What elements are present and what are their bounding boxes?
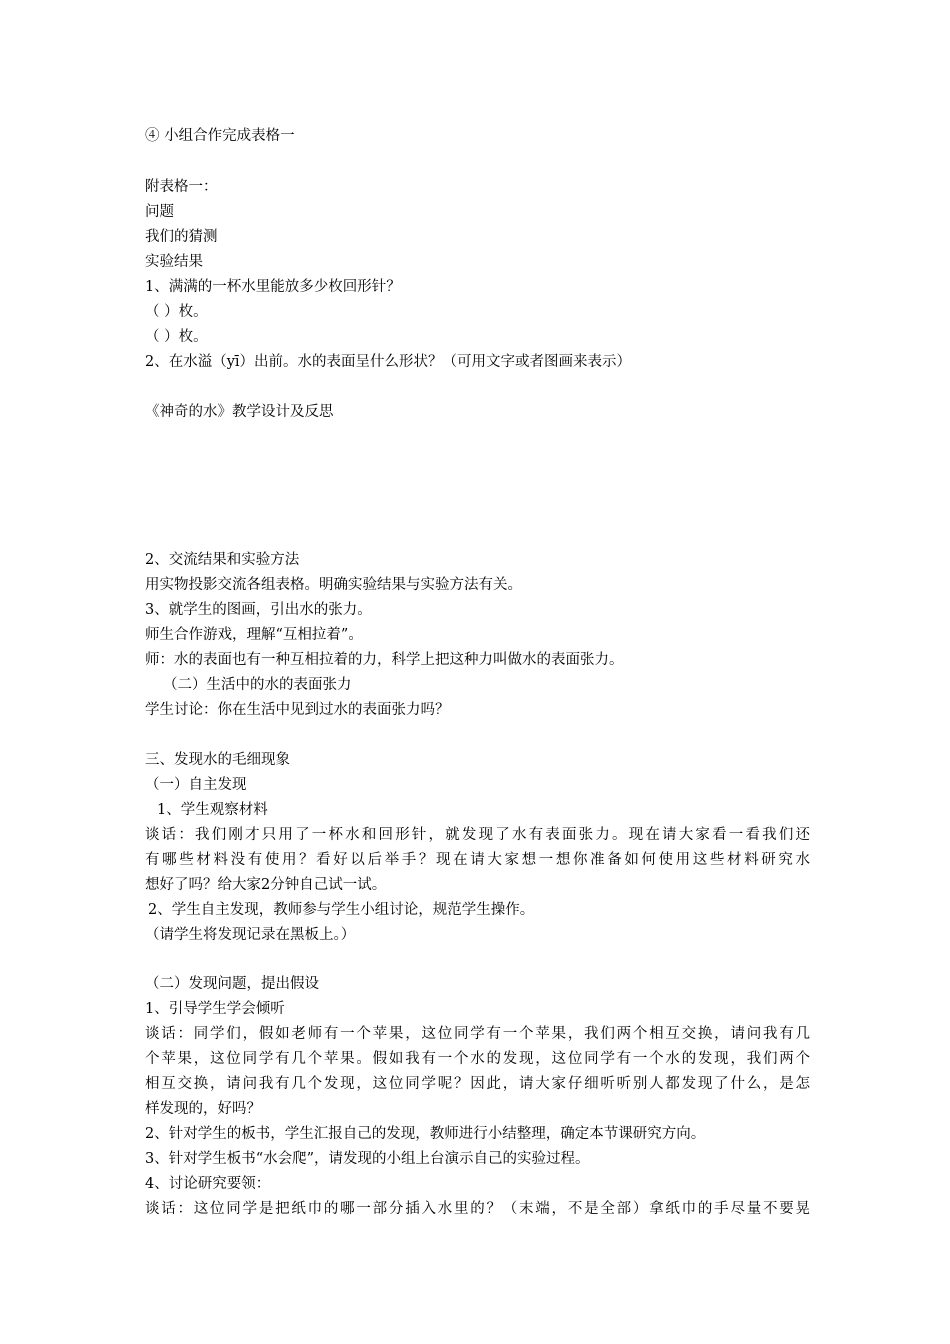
- paragraph-line: 2、学生自主发现，教师参与学生小组讨论，规范学生操作。: [148, 902, 535, 918]
- paragraph-line: 学生讨论：你在生活中见到过水的表面张力吗？: [145, 702, 450, 718]
- paragraph-line: 1、学生观察材料: [157, 802, 268, 818]
- paragraph-line: （请学生将发现记录在黑板上。）: [145, 927, 356, 943]
- table-header-question: 问题: [145, 204, 174, 220]
- paragraph-line: 用实物投影交流各组表格。明确实验结果与实验方法有关。: [145, 577, 522, 593]
- paragraph-line: 有哪些材料没有使用？看好以后举手？现在请大家想一想你准备如何使用这些材料研究水: [145, 852, 810, 868]
- section-subheading: （一）自主发现: [145, 777, 247, 793]
- document-title: 《神奇的水》教学设计及反思: [145, 404, 334, 420]
- section-subheading: （二）生活中的水的表面张力: [163, 677, 352, 693]
- section-subheading: （二）发现问题，提出假设: [145, 976, 319, 992]
- step-4-heading: ④ 小组合作完成表格一: [145, 128, 295, 144]
- paragraph-line: 相互交换，请问我有几个发现，这位同学呢？因此，请大家仔细听听别人都发现了什么，是怎: [145, 1076, 810, 1092]
- paragraph-line: 谈话：这位同学是把纸巾的哪一部分插入水里的？（末端，不是全部）拿纸巾的手尽量不要晃: [145, 1201, 810, 1217]
- paragraph-line: 4、讨论研究要领：: [145, 1176, 271, 1192]
- paragraph-line: 样发现的，好吗？: [145, 1101, 261, 1117]
- paragraph-line: 想好了吗？给大家2分钟自己试一试。: [145, 877, 387, 893]
- paragraph-line: 3、针对学生板书“水会爬”，请发现的小组上台演示自己的实验过程。: [145, 1151, 590, 1167]
- table-blank-result: （ ）枚。: [145, 329, 208, 345]
- section-heading: 三、发现水的毛细现象: [145, 752, 290, 768]
- table-header-guess: 我们的猜测: [145, 229, 218, 245]
- appendix-table-label: 附表格一：: [145, 179, 218, 195]
- paragraph-line: 3、就学生的图画，引出水的张力。: [145, 602, 372, 618]
- paragraph-line: 1、引导学生学会倾听: [145, 1001, 285, 1017]
- paragraph-line: 师生合作游戏，理解“互相拉着”。: [145, 627, 363, 643]
- paragraph-line: 2、针对学生的板书，学生汇报自己的发现，教师进行小结整理，确定本节课研究方向。: [145, 1126, 706, 1142]
- paragraph-line: 谈话：同学们，假如老师有一个苹果，这位同学有一个苹果，我们两个相互交换，请问我有几: [145, 1026, 810, 1042]
- paragraph-line: 谈话：我们刚才只用了一杯水和回形针，就发现了水有表面张力。现在请大家看一看我们还: [145, 827, 810, 843]
- table-question-2: 2、在水溢（yī）出前。水的表面呈什么形状？（可用文字或者图画来表示）: [145, 354, 632, 370]
- paragraph-line: 2、交流结果和实验方法: [145, 552, 300, 568]
- table-blank-guess: （ ）枚。: [145, 304, 208, 320]
- paragraph-line: 个苹果，这位同学有几个苹果。假如我有一个水的发现，这位同学有一个水的发现，我们两个: [145, 1051, 810, 1067]
- table-header-result: 实验结果: [145, 254, 203, 270]
- table-question-1: 1、满满的一杯水里能放多少枚回形针？: [145, 279, 401, 295]
- paragraph-line: 师：水的表面也有一种互相拉着的力，科学上把这种力叫做水的表面张力。: [145, 652, 624, 668]
